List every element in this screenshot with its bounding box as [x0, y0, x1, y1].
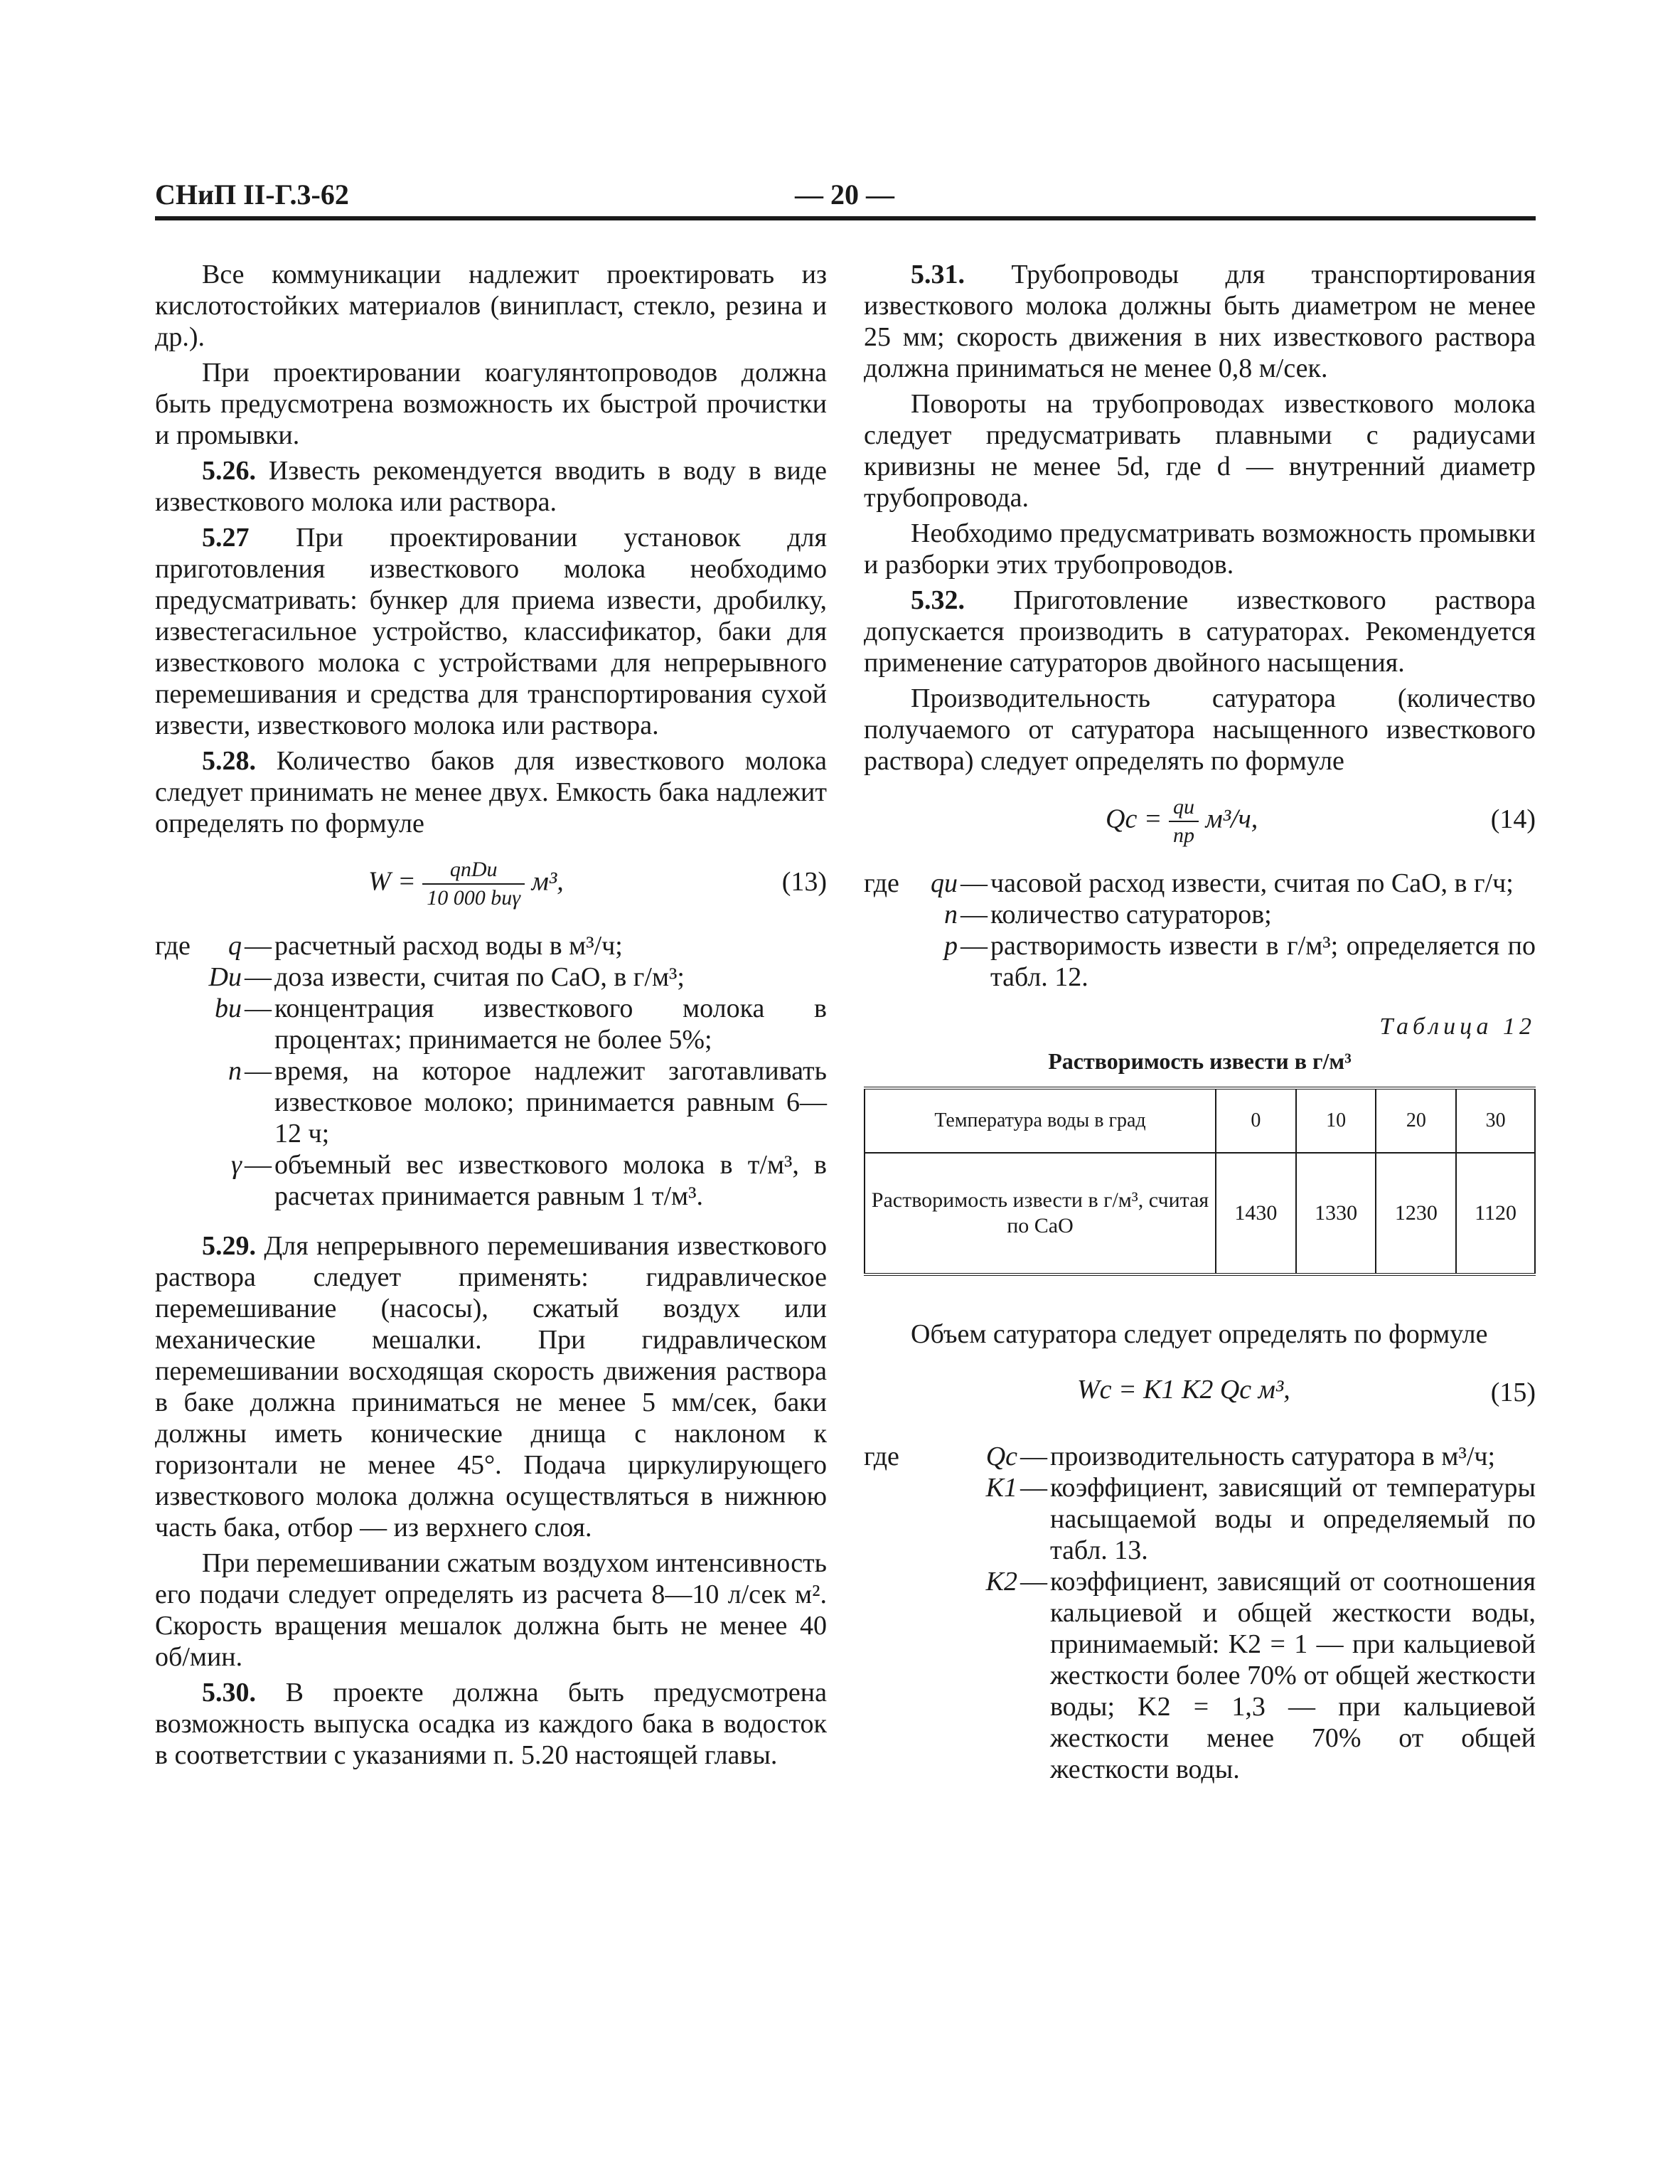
clause-text: В проекте должна быть предусмотрена возможность выпуска осадка из каждого бака в водосток в соответствии с указаниями п. 5.20 настоящей главы.	[155, 1678, 828, 1770]
symbol: n	[944, 900, 958, 929]
dash: —	[245, 994, 272, 1023]
where-list	[864, 868, 1536, 993]
page-number: — 20 —	[795, 179, 894, 211]
table-cell: Растворимость извести в г/м³, считая по CaO	[865, 1153, 1216, 1274]
where-row	[864, 1472, 1536, 1566]
formula-expression: Wc = K1 K2 Qc м³,	[1077, 1375, 1290, 1405]
table-header-cell: 0	[1216, 1088, 1296, 1153]
where-row	[155, 1055, 827, 1149]
paragraph: Все коммуникации надлежит проектировать из кислотостойких материалов (винипласт, стекло, резина и др.).	[155, 260, 827, 352]
paragraph: При перемешивании сжатым воздухом интенсивность его подачи следует определять из расчета 8—10 л/сек м². Скорость вращения мешалок должна быть не менее 40 об/мин.	[155, 1548, 827, 1672]
table-cell: 1330	[1296, 1153, 1376, 1274]
dash: —	[245, 931, 272, 961]
symbol: γ	[231, 1150, 242, 1180]
left-column	[155, 259, 827, 1775]
where-row	[155, 930, 827, 962]
clause-text: При проектировании установок для приготовления известкового молока необходимо предусматривать: бункер для приема извести, дробилку, известегасильное устройство, классификатор, баки для известкового молока с устройствами для непрерывного перемешивания и средства для транспортирования сухой извести, известкового молока или раствора.	[155, 523, 827, 740]
clause-text: Приготовление известкового раствора допускается производить в сатураторах. Рекомендуется применение сатураторов двойного насыщения.	[864, 585, 1536, 678]
where-label: где	[864, 868, 899, 898]
symbol: p	[944, 931, 958, 961]
fraction-numerator: qи	[1169, 794, 1199, 822]
symbol-definition: расчетный расход воды в м³/ч;	[274, 931, 623, 961]
where-label: где	[864, 1442, 899, 1471]
dash: —	[1020, 1473, 1047, 1503]
solubility-table	[864, 1087, 1536, 1276]
clause-text: Известь рекомендуется вводить в воду в виде известкового молока или раствора.	[155, 456, 828, 517]
paragraph: Необходимо предусматривать возможность промывки и разборки этих трубопроводов.	[864, 518, 1536, 580]
table-header-row	[865, 1088, 1535, 1153]
symbol-definition: коэффициент, зависящий от соотношения кальциевой и общей жесткости воды, принимаемый: K2 = 1 — при кальциевой жесткости более 70% от общей жесткости воды; K2 = 1,3 — при кальциевой жесткости менее 70% от общей жесткости воды.	[1050, 1567, 1536, 1784]
symbol-definition: количество сатураторов;	[990, 900, 1272, 929]
clause-number: 5.31.	[911, 260, 965, 289]
fraction-denominator: np	[1172, 824, 1194, 847]
paragraph-5-30	[155, 1677, 827, 1771]
symbol-definition: растворимость извести в г/м³; определяется по табл. 12.	[990, 931, 1536, 992]
table-cell: 1230	[1376, 1153, 1456, 1274]
clause-number: 5.29.	[202, 1231, 256, 1261]
where-row	[864, 1566, 1536, 1785]
paragraph: При проектировании коагулянтопроводов должна быть предусмотрена возможность их быстрой прочистки и промывки.	[155, 358, 827, 450]
symbol-definition: время, на которое надлежит заготавливать известковое молоко; принимается равным 6—12 ч;	[274, 1056, 827, 1149]
paragraph: Производительность сатуратора (количество получаемого от сатуратора насыщенного известкового раствора) следует определять по формуле	[864, 683, 1536, 776]
dash: —	[245, 1056, 272, 1086]
clause-number: 5.30.	[202, 1678, 256, 1708]
where-row	[864, 899, 1536, 930]
symbol: bи	[215, 994, 242, 1023]
clause-number: 5.26.	[202, 456, 256, 486]
where-list	[155, 930, 827, 1212]
dash: —	[961, 868, 988, 898]
symbol: qи	[931, 868, 958, 898]
formula-number: (15)	[1490, 1378, 1536, 1407]
document-code: СНиП II-Г.3-62	[155, 179, 349, 211]
where-row	[864, 1441, 1536, 1472]
paragraph-5-31	[864, 259, 1536, 384]
formula-fraction	[1169, 794, 1199, 849]
page-header	[155, 178, 1536, 213]
clause-text: Трубопроводы для транспортирования известкового молока должны быть диаметром не менее 25 мм; скорость движения в них известкового раствора должна приниматься не менее 0,8 м/сек.	[864, 260, 1536, 383]
fraction-denominator: 10 000 bиγ	[427, 886, 521, 910]
where-row	[155, 962, 827, 993]
formula-15	[864, 1360, 1536, 1428]
clause-text: Для непрерывного перемешивания известкового раствора следует применять: гидравлическое перемешивание (насосы), сжатый воздух или механические мешалки. При гидравлическом перемешивании восходящая скорость движения раствора в баке должна приниматься не менее 5 мм/сек, баки должны иметь конические днища с наклоном к горизонтали не менее 45°. Подача циркулирующего известкового молока должна осуществляться в нижнюю часть бака, отбор — из верхнего слоя.	[155, 1231, 827, 1543]
table-row	[865, 1153, 1535, 1274]
formula-unit: м³/ч,	[1205, 804, 1258, 834]
where-list	[864, 1441, 1536, 1785]
where-row	[155, 1149, 827, 1212]
symbol-definition: объемный вес известкового молока в т/м³, в расчетах принимается равным 1 т/м³.	[274, 1150, 827, 1211]
where-label: где	[155, 931, 191, 961]
where-row	[864, 930, 1536, 993]
symbol-definition: доза извести, считая по CaO, в г/м³;	[274, 962, 685, 992]
paragraph-5-27	[155, 522, 827, 741]
symbol: Qc	[985, 1442, 1017, 1471]
dash: —	[961, 931, 988, 961]
clause-text: Количество баков для известкового молока следует принимать не менее двух. Емкость бака надлежит определять по формуле	[155, 746, 827, 838]
formula-number: (13)	[781, 867, 827, 897]
table-cell: 1120	[1456, 1153, 1535, 1274]
table-header-cell: 20	[1376, 1088, 1456, 1153]
table-cell: 1430	[1216, 1153, 1296, 1274]
header-rule	[155, 216, 1536, 220]
dash: —	[245, 1150, 272, 1180]
right-column	[864, 259, 1536, 1804]
table-title: Растворимость извести в г/м³	[1048, 1048, 1352, 1074]
clause-number: 5.27	[202, 523, 250, 553]
symbol: Dи	[208, 962, 242, 992]
paragraph-5-26	[155, 455, 827, 518]
where-row	[155, 993, 827, 1055]
symbol-definition: коэффициент, зависящий от температуры насыщаемой воды и определяемый по табл. 13.	[1050, 1473, 1536, 1565]
where-row	[864, 868, 1536, 899]
formula-number: (14)	[1490, 804, 1536, 834]
dash: —	[1020, 1442, 1047, 1471]
formula-fraction	[422, 856, 525, 912]
table-header-cell: 10	[1296, 1088, 1376, 1153]
symbol-definition: концентрация известкового молока в процентах; принимается не более 5%;	[274, 994, 827, 1055]
symbol-definition: производительность сатуратора в м³/ч;	[1050, 1442, 1496, 1471]
clause-number: 5.32.	[911, 585, 965, 615]
dash: —	[1020, 1567, 1047, 1597]
symbol: q	[228, 931, 242, 961]
symbol: n	[228, 1056, 242, 1086]
symbol-definition: часовой расход извести, считая по CaO, в г/ч;	[990, 868, 1514, 898]
fraction-numerator: qnDи	[422, 856, 525, 885]
formula-14	[864, 787, 1536, 855]
formula-lhs: Qc =	[1106, 804, 1162, 834]
table-header-cell: 30	[1456, 1088, 1535, 1153]
paragraph: Объем сатуратора следует определять по формуле	[911, 1319, 1488, 1349]
formula-unit: м³,	[531, 866, 564, 897]
paragraph: Повороты на трубопроводах известкового молока следует предусматривать плавными с радиусами кривизны не менее 5d, где d — внутренний диаметр трубопровода.	[864, 389, 1536, 513]
formula-13	[155, 849, 827, 917]
paragraph-5-28	[155, 745, 827, 839]
dash: —	[245, 962, 272, 992]
symbol: K2	[985, 1567, 1017, 1597]
formula-lhs: W =	[368, 866, 416, 897]
paragraph-5-29	[155, 1230, 827, 1543]
table-caption: Таблица 12	[1379, 1013, 1536, 1040]
table-header-cell: Температура воды в град	[865, 1088, 1216, 1153]
dash: —	[961, 900, 988, 929]
paragraph-5-32	[864, 585, 1536, 678]
clause-number: 5.28.	[202, 746, 256, 776]
symbol: K1	[985, 1473, 1017, 1503]
